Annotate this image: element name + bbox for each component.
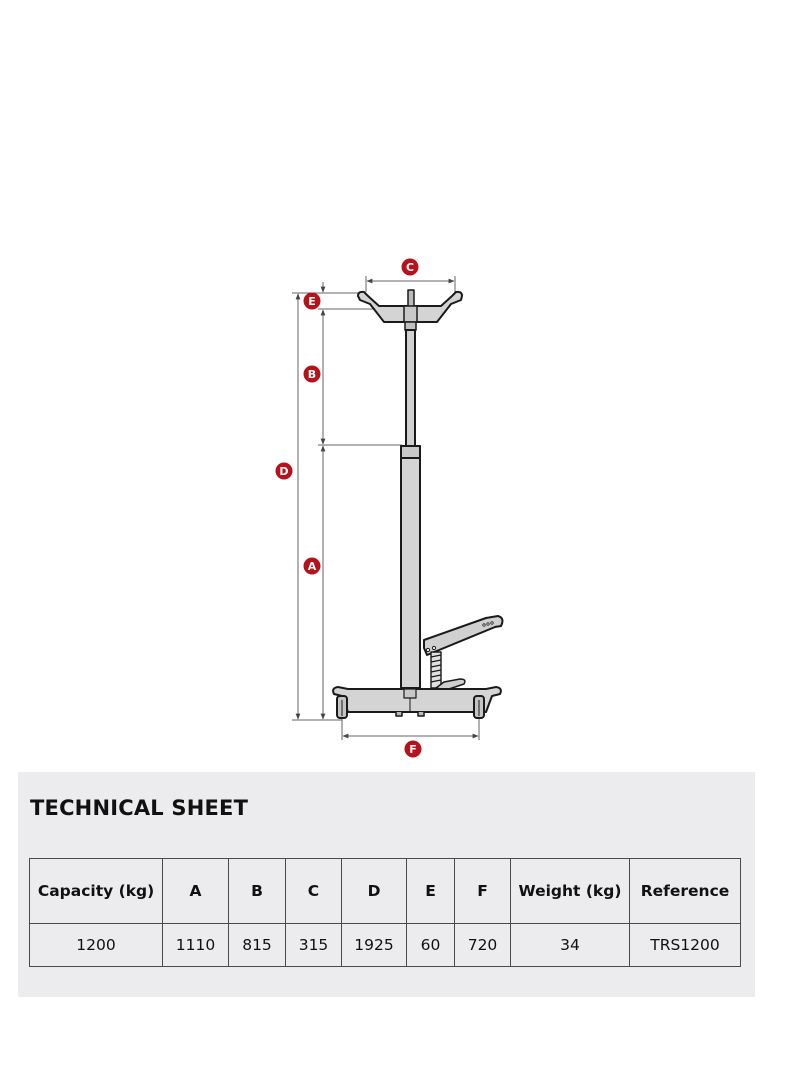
jack-cylinder — [401, 458, 420, 688]
badge-f — [405, 741, 422, 758]
column-header-reference: Reference — [630, 859, 741, 924]
cell-d: 1925 — [342, 924, 407, 967]
jack-illustration — [333, 290, 502, 718]
column-header-b: B — [229, 859, 286, 924]
cell-reference: TRS1200 — [630, 924, 741, 967]
badge-a — [304, 558, 321, 575]
svg-text:F: F — [409, 743, 417, 756]
column-header-d: D — [342, 859, 407, 924]
badge-d — [276, 463, 293, 480]
jack-caster-right — [474, 696, 484, 718]
svg-text:A: A — [307, 560, 317, 573]
svg-text:D: D — [279, 465, 289, 478]
dimension-lines — [292, 276, 479, 740]
table-header-row — [30, 859, 741, 924]
cell-a: 1110 — [163, 924, 229, 967]
column-header-e: E — [407, 859, 455, 924]
table-row — [30, 924, 741, 967]
cell-e: 60 — [407, 924, 455, 967]
svg-text:B: B — [307, 368, 317, 381]
cell-b: 815 — [229, 924, 286, 967]
column-header-weight: Weight (kg) — [511, 859, 630, 924]
badge-c — [402, 259, 419, 276]
jack-spring — [431, 652, 441, 688]
column-header-capacity: Capacity (kg) — [30, 859, 163, 924]
svg-text:E: E — [308, 295, 316, 308]
cell-capacity: 1200 — [30, 924, 163, 967]
column-header-a: A — [163, 859, 229, 924]
column-header-f: F — [455, 859, 511, 924]
column-header-c: C — [286, 859, 342, 924]
badge-b — [304, 366, 321, 383]
technical-sheet-panel — [18, 772, 755, 997]
cell-weight: 34 — [511, 924, 630, 967]
jack-pedal — [424, 616, 502, 655]
jack-caster-left — [337, 696, 347, 718]
jack-ram-upper — [406, 330, 415, 446]
badge-e — [304, 293, 321, 310]
technical-sheet-title: TECHNICAL SHEET — [30, 796, 249, 820]
svg-text:C: C — [405, 261, 415, 274]
cell-f: 720 — [455, 924, 511, 967]
cell-c: 315 — [286, 924, 342, 967]
technical-sheet-table — [29, 858, 741, 967]
